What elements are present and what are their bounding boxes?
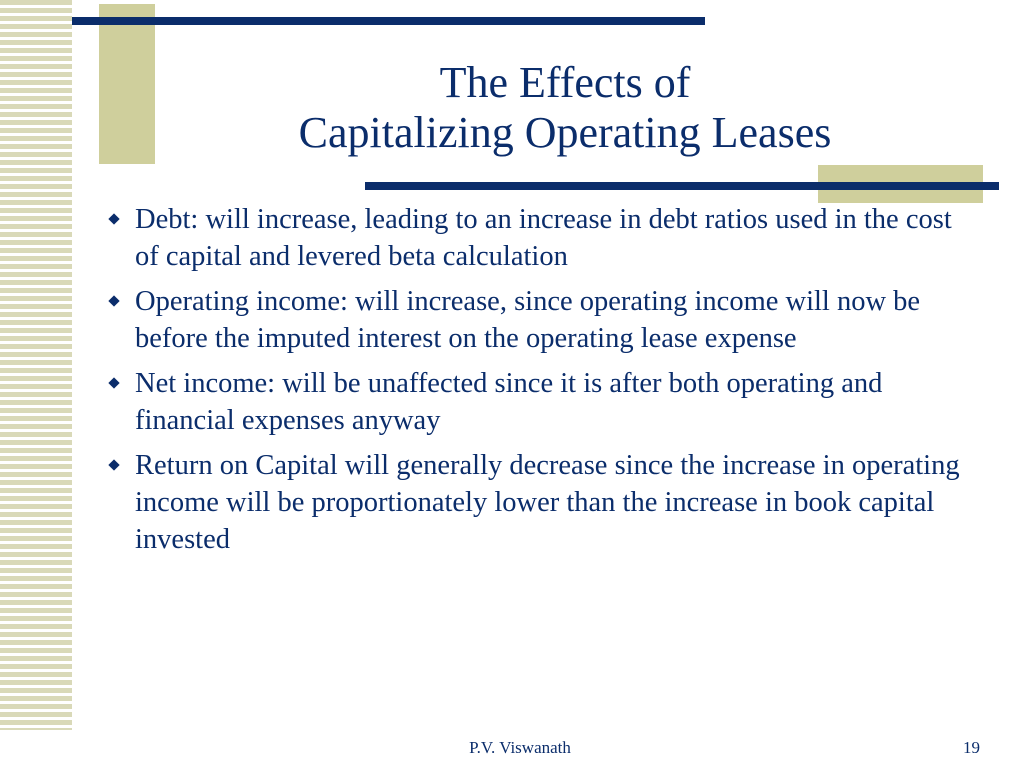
list-item [105,283,985,357]
bullet-list [105,201,985,566]
diamond-bullet-icon [108,377,119,388]
page-number: 19 [963,738,980,757]
list-item [105,201,985,275]
footer-author: P.V. Viswanath [469,738,571,757]
title-rule-top [72,17,705,25]
diamond-bullet-icon [108,459,119,470]
title-rule-bottom [365,182,999,190]
list-item [105,447,985,558]
bullet-text-debt: Debt: will increase, leading to an increase in debt ratios used in the cost of capital and levered beta calculation [135,204,952,272]
diamond-bullet-icon [108,213,119,224]
slide-title-line-1: The Effects of [439,58,691,107]
slide-title [155,58,975,158]
bullet-text-operating-income: Operating income: will increase, since operating income will now be before the imputed interest on the operating lease expense [135,286,921,354]
decorative-stripe-band [0,0,72,730]
bullet-text-net-income: Net income: will be unaffected since it is after both operating and financial expenses anyway [135,368,883,436]
bullet-text-return-on-capital: Return on Capital will generally decrease since the increase in operating income will be proportionately lower than the increase in book capital invested [135,450,960,555]
diamond-bullet-icon [108,295,119,306]
slide-title-line-2: Capitalizing Operating Leases [298,108,832,157]
list-item [105,365,985,439]
decorative-block-top [99,4,155,164]
